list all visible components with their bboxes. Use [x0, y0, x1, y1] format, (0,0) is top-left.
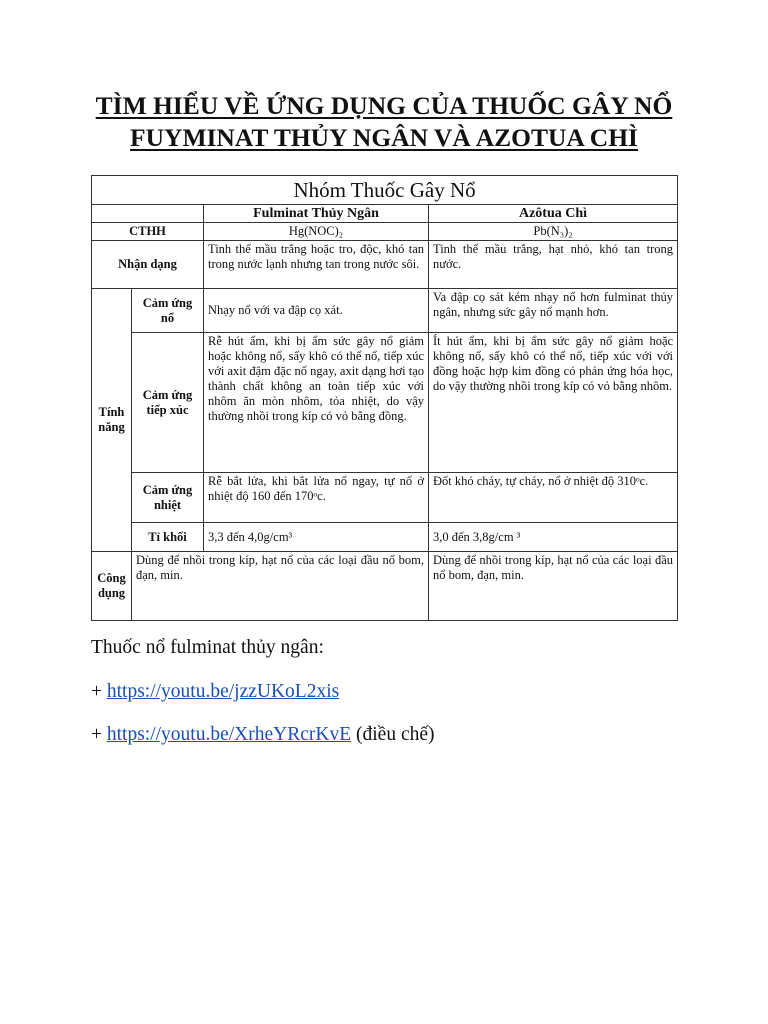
cong-dung-azotua: Dùng để nhồi trong kíp, hạt nổ của các loại đầu nổ bom, đạn, min. — [429, 552, 678, 621]
cam-ung-no-azotua: Va đập cọ sát kém nhạy nổ hơn fulminat thủy ngân, nhưng sức gây nổ mạnh hơn. — [429, 289, 678, 333]
document-title — [0, 90, 768, 154]
video-link-line-2 — [91, 723, 435, 747]
plus-marker: + — [91, 681, 102, 702]
video-link-line-1 — [91, 680, 339, 704]
cam-ung-tiep-xuc-azotua: Ít hút ẩm, khi bị ẩm sức gây nổ giảm hoặc không nổ, sấy khô có thể nổ, tiếp xúc với với đồng hoặc hợp kim đồng có phản ứng hóa học, do vậy thường nhồi trong kíp có vỏ bằng nhôm. — [429, 333, 678, 473]
cthh-azotua: Pb(N₃)₂ — [429, 223, 678, 241]
ti-khoi-fulminat: 3,3 đến 4,0g/cm³ — [204, 523, 429, 552]
col-header-azotua: Azôtua Chì — [429, 205, 678, 223]
explosives-table — [91, 175, 677, 618]
link-note: (điều chế) — [356, 724, 435, 745]
fulminat-video-heading: Thuốc nổ fulminat thủy ngân: — [91, 637, 324, 658]
cam-ung-nhiet-azotua: Đốt khó cháy, tự cháy, nổ ở nhiệt độ 310ᵒc. — [429, 473, 678, 523]
youtube-link-2[interactable]: https://youtu.be/XrheYRcrKvE — [106, 724, 352, 745]
cthh-fulminat: Hg(NOC)₂ — [204, 223, 429, 241]
table-group-header: Nhóm Thuốc Gây Nổ — [92, 176, 678, 205]
row-label-tinh-nang: Tính năng — [92, 289, 132, 552]
table-header-empty — [92, 205, 204, 223]
row-label-nhan-dang: Nhận dạng — [92, 241, 204, 289]
youtube-link-1[interactable]: https://youtu.be/jzzUKoL2xis — [106, 681, 340, 702]
nhan-dang-azotua: Tinh thể mầu trắng, hạt nhỏ, khó tan trong nước. — [429, 241, 678, 289]
row-label-ti-khoi: Tỉ khối — [132, 523, 204, 552]
row-label-cong-dung: Công dụng — [92, 552, 132, 621]
row-label-cam-ung-no: Cảm ứng nổ — [132, 289, 204, 333]
col-header-fulminat: Fulminat Thủy Ngân — [204, 205, 429, 223]
cam-ung-tiep-xuc-fulminat: Rễ hút ẩm, khi bị ẩm sức gây nổ giảm hoặc không nổ, sấy khô có thể nổ, tiếp xúc với axit đậm đặc nổ ngay, axit dạng hơi tạo thành chất không an toàn tiếp xúc với nhôm ăn mòn nhôm, tỏa nhiệt, do vậy thường nhồi trong kíp có vỏ bằng đồng. — [204, 333, 429, 473]
ti-khoi-azotua: 3,0 đến 3,8g/cm ³ — [429, 523, 678, 552]
cam-ung-nhiet-fulminat: Rễ bắt lửa, khi bắt lửa nổ ngay, tự nổ ở nhiệt độ 160 đến 170ᵒc. — [204, 473, 429, 523]
title-line-1: TÌM HIỂU VỀ ỨNG DỤNG CỦA THUỐC GÂY NỔ — [95, 91, 673, 120]
plus-marker: + — [91, 724, 102, 745]
cong-dung-fulminat: Dùng để nhồi trong kíp, hạt nổ của các loại đầu nổ bom, đạn, min. — [132, 552, 429, 621]
row-label-cthh: CTHH — [92, 223, 204, 241]
cam-ung-no-fulminat: Nhạy nổ với va đập cọ xát. — [204, 289, 429, 333]
title-line-2: FUYMINAT THỦY NGÂN VÀ AZOTUA CHÌ — [130, 123, 638, 152]
nhan-dang-fulminat: Tinh thể mầu trắng hoặc tro, độc, khó tan trong nước lạnh nhưng tan trong nước sôi. — [204, 241, 429, 289]
row-label-cam-ung-nhiet: Cảm ứng nhiệt — [132, 473, 204, 523]
row-label-cam-ung-tiep-xuc: Cảm ứng tiếp xúc — [132, 333, 204, 473]
